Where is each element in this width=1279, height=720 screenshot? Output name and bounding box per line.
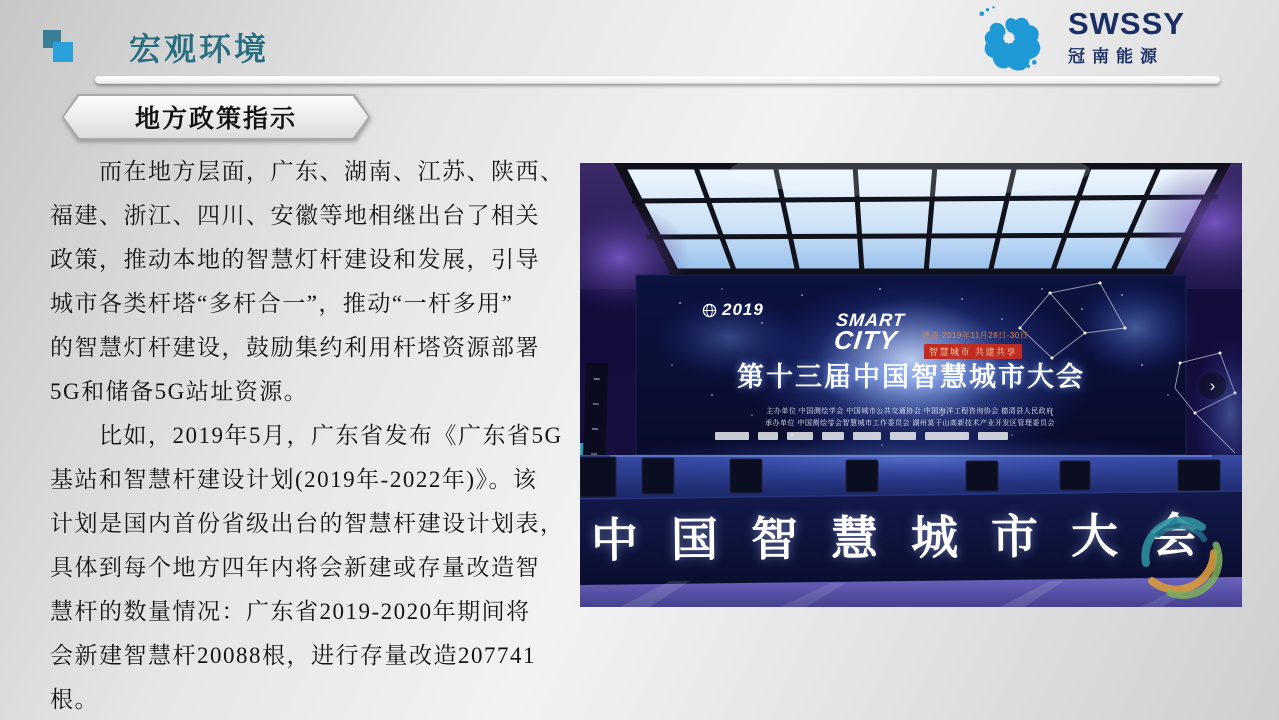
text-line: 比如，2019年5月，广东省发布《广东省5G xyxy=(50,423,563,448)
stage-banner-text: 中国智慧城市大会 xyxy=(590,508,1232,567)
header-divider xyxy=(95,76,1220,84)
screen-conference-title: 第十三届中国智慧城市大会 xyxy=(737,362,1085,392)
text-line: 根。 xyxy=(50,687,99,712)
brand-name: SWSSY xyxy=(1068,6,1185,41)
city-label: CITY xyxy=(832,325,899,355)
header-accent-square-blue xyxy=(53,42,73,62)
text-line: 计划是国内首份省级出台的智慧杆建设计划表， xyxy=(50,511,565,536)
droplet-burst-icon xyxy=(960,2,1058,74)
paragraph-2 xyxy=(50,414,565,720)
smart-city-wordmark xyxy=(833,311,906,353)
paragraph-1 xyxy=(50,150,565,414)
conference-photo xyxy=(580,163,1242,607)
text-line: 5G和储备5G站址资源。 xyxy=(50,379,309,404)
body-text xyxy=(50,150,565,720)
screen-year xyxy=(702,300,764,320)
sponsor-logo xyxy=(978,432,1008,440)
text-line: 的智慧灯杆建设，鼓励集约利用杆塔资源部署 xyxy=(50,335,540,360)
text-line: 政策，推动本地的智慧灯杆建设和发展，引导 xyxy=(50,247,540,272)
sponsor-logo xyxy=(715,432,749,440)
screen-date-note: 德清·2019年11月28日-30日 xyxy=(922,331,1029,340)
next-image-button[interactable] xyxy=(1199,372,1226,399)
hosts-line-2: 承办单位 中国测绘学会智慧城市工作委员会 湖州莫干山高新技术产业开发区管理委员会 xyxy=(765,420,1055,427)
sponsor-logo xyxy=(853,432,881,440)
chevron-right-icon: › xyxy=(1209,376,1216,395)
text-line: 城市各类杆塔“多杆合一”，推动“一杆多用” xyxy=(50,291,514,316)
smart-label: SMART xyxy=(835,310,906,330)
text-line: 福建、浙江、四川、安徽等地相继出台了相关 xyxy=(50,203,540,228)
section-banner xyxy=(62,94,370,140)
brand-logo xyxy=(960,2,1185,74)
text-line: 会新建智慧杆20088根，进行存量改造207741 xyxy=(50,643,536,668)
page-title: 宏观环境 xyxy=(129,31,270,67)
screen-hosts xyxy=(690,406,1130,430)
section-banner-label: 地方政策指示 xyxy=(134,105,297,133)
sponsor-logo xyxy=(890,432,916,440)
sponsor-logo xyxy=(822,432,844,440)
text-line: 基站和智慧杆建设计划(2019年-2022年)》。该 xyxy=(50,467,538,492)
text-line: 具体到每个地方四年内将会新建或存量改造智 xyxy=(50,555,540,580)
brand-subtitle: 冠南能源 xyxy=(1068,47,1164,66)
sponsor-logo xyxy=(758,432,778,440)
sponsor-logos xyxy=(715,432,1008,440)
globe-swirl-logo xyxy=(1132,511,1228,607)
sponsor-logo xyxy=(925,432,969,440)
sponsor-logo xyxy=(787,432,813,440)
text-line: 慧杆的数量情况：广东省2019-2020年期间将 xyxy=(50,599,531,624)
screen-slogan-badge: 智慧城市 共建共享 xyxy=(924,344,1022,359)
globe-2019-icon xyxy=(702,303,717,318)
screen-year-label: 2019 xyxy=(722,300,764,319)
hosts-line-1: 主办单位 中国测绘学会 中国城市公共交通协会 中国海洋工程咨询协会 德清县人民政府 xyxy=(766,408,1054,415)
text-line: 而在地方层面，广东、湖南、江苏、陕西、 xyxy=(50,159,565,184)
